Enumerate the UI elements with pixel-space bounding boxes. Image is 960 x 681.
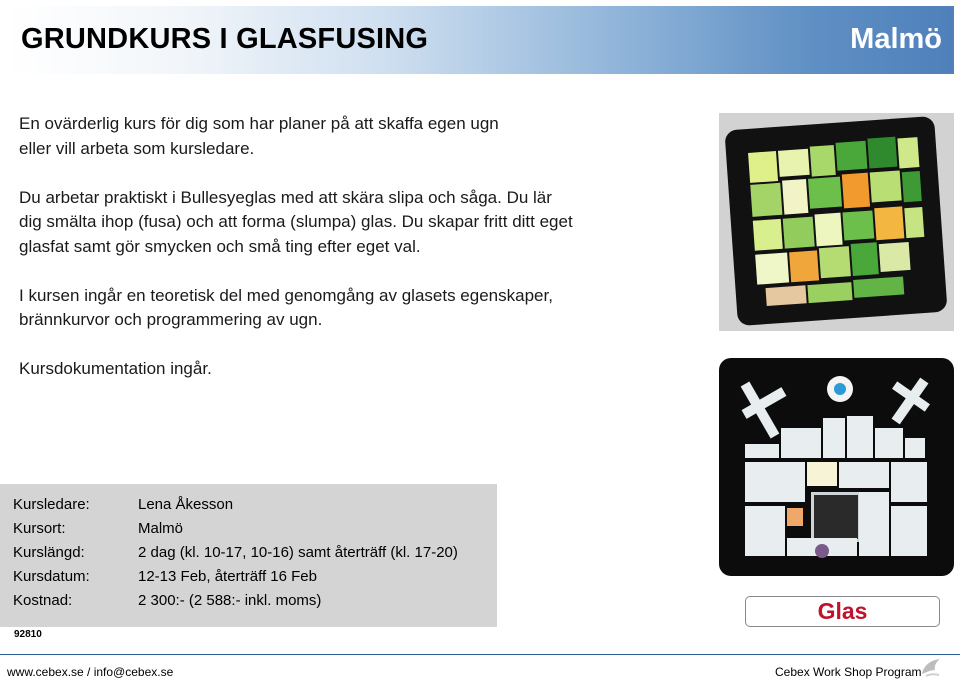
description-paragraph: I kursen ingår en teoretisk del med genomgång av glasets egenskaper, brännkurvor och programmering av ugn.: [19, 285, 553, 329]
footer-rule: [0, 654, 960, 655]
description-paragraph: Du arbetar praktiskt i Bullesyeglas med att skära slipa och såga. Du lär dig smälta ihop (fusa) och att forma (slumpa) glas. Du skapar fritt ditt eget glasfat samt gör smycken och små ting efter eget val.: [19, 187, 573, 256]
course-code: 92810: [14, 629, 42, 640]
glass-plate-photo: [719, 113, 954, 331]
course-title: GRUNDKURS I GLASFUSING: [21, 23, 429, 55]
fused-glass-plate: [724, 116, 947, 326]
cebex-logo-icon: [918, 656, 944, 678]
course-info-box: Kursledare: Lena Åkesson Kursort: Malmö Kurslängd: 2 dag (kl. 10-17, 10-16) samt återträff (kl. 17-20) Kursdatum: 12-13 Feb, återträff 16 Feb Kostnad: 2 300:- (2 588:- inkl. moms): [0, 484, 497, 627]
footer-program: Cebex Work Shop Program: [775, 665, 922, 679]
description-paragraph: Kursdokumentation ingår.: [19, 359, 212, 378]
header-banner: [7, 6, 954, 74]
category-badge: [745, 596, 940, 627]
category-badge-label: Glas: [817, 598, 868, 624]
footer-contact[interactable]: www.cebex.se / info@cebex.se: [7, 665, 174, 679]
course-city: Malmö: [850, 23, 942, 55]
glass-house-photo: [719, 358, 954, 576]
course-description: [19, 112, 679, 406]
description-paragraph: En ovärderlig kurs för dig som har planer på att skaffa egen ugn eller vill arbeta som kursledare.: [19, 114, 499, 158]
